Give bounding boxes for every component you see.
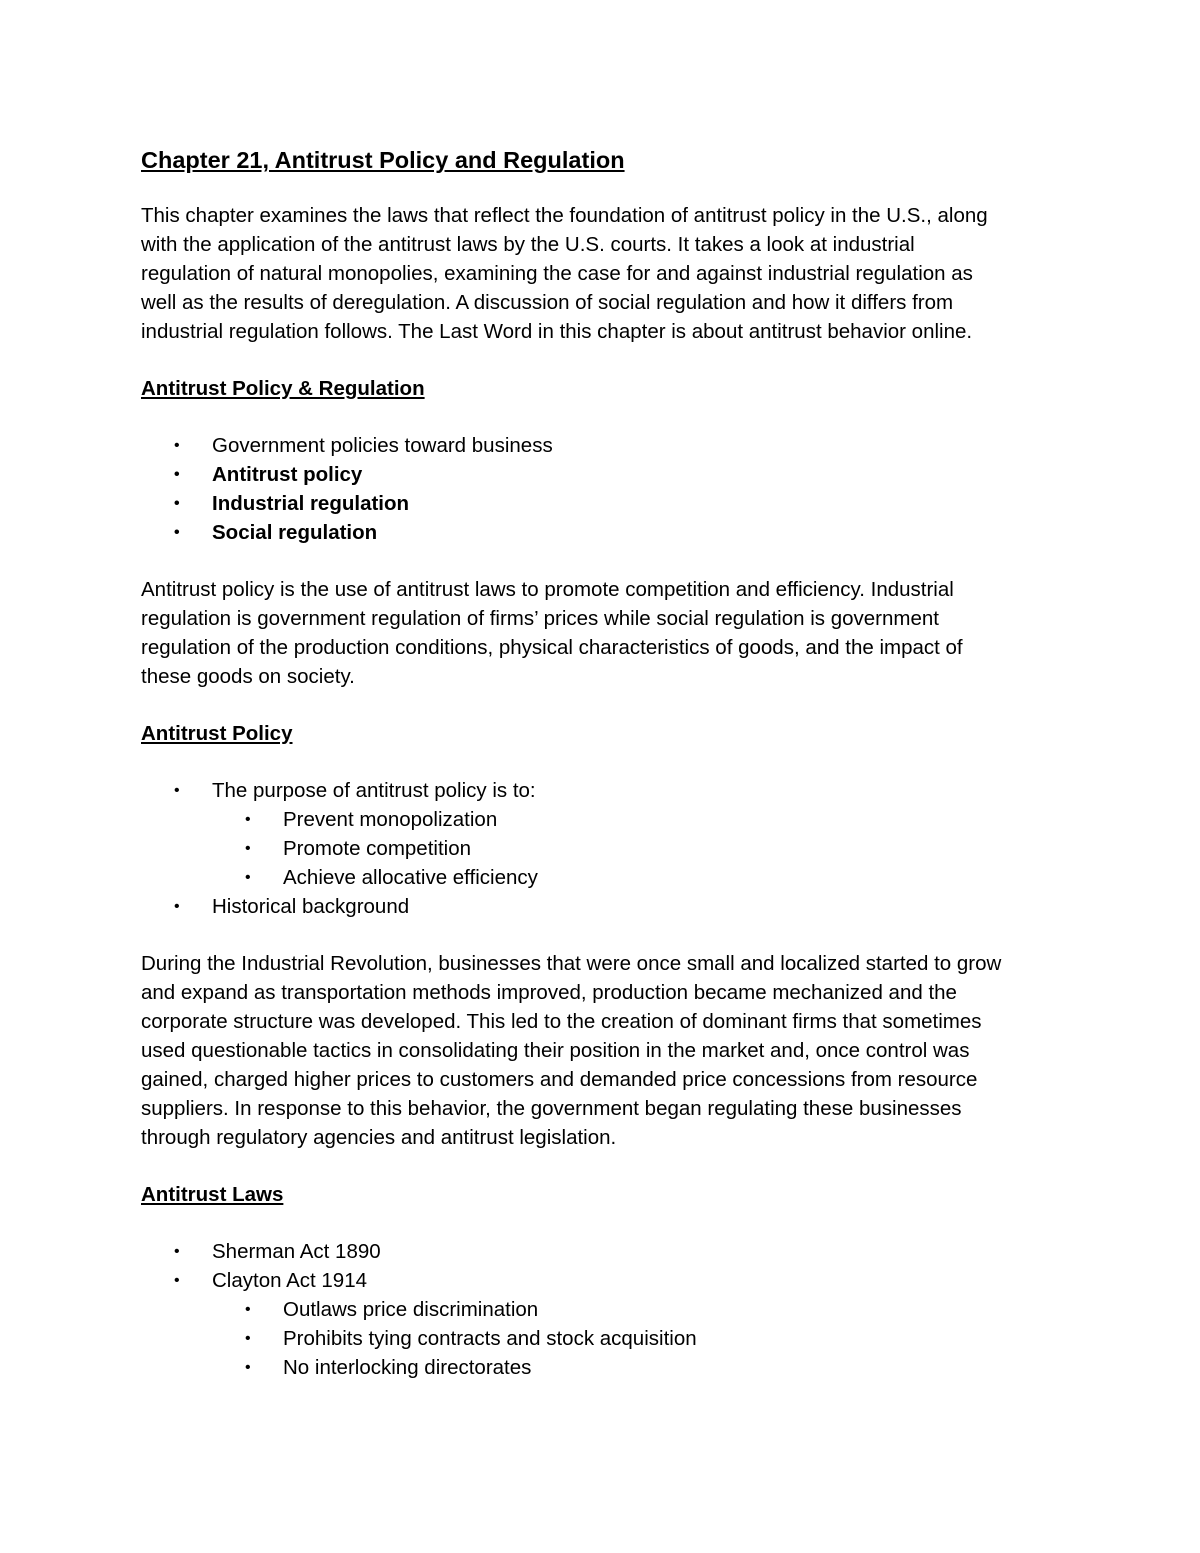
sub-list-item: [141, 1353, 1081, 1382]
paragraph-line: gained, charged higher prices to customers and demanded price concessions from resource: [141, 1068, 978, 1091]
bullet-icon: •: [174, 466, 180, 483]
list-item: [141, 1237, 1081, 1266]
list-item-text: Industrial regulation: [212, 492, 410, 515]
list-item: [141, 431, 1081, 460]
spacer: [141, 921, 1081, 949]
spacer: [141, 547, 1081, 575]
intro-paragraph: [141, 201, 1081, 346]
list-item-text: Sherman Act 1890: [212, 1240, 381, 1263]
paragraph-line: regulation of the production conditions, physical characteristics of goods, and the impact of: [141, 636, 963, 659]
list-item-text: Social regulation: [212, 521, 378, 544]
paragraph-line: Antitrust policy is the use of antitrust laws to promote competition and efficiency. Industrial: [141, 578, 954, 601]
list-item-text: Promote competition: [283, 837, 472, 860]
paragraph-line: regulation is government regulation of firms’ prices while social regulation is government: [141, 607, 939, 630]
sub-list-item: [141, 1324, 1081, 1353]
list-item-text: Antitrust policy: [212, 463, 363, 486]
list-item: [141, 518, 1081, 547]
list-item-text: Prevent monopolization: [283, 808, 498, 831]
intro-line: regulation of natural monopolies, examining the case for and against industrial regulation as: [141, 262, 973, 285]
spacer: [141, 403, 1081, 431]
list-item: [141, 489, 1081, 518]
sub-list-item: [141, 1295, 1081, 1324]
bullet-icon: •: [174, 437, 180, 454]
spacer: [141, 1209, 1081, 1237]
bullet-list-laws: [141, 1237, 1081, 1382]
paragraph-line: used questionable tactics in consolidating their position in the market and, once control was: [141, 1039, 970, 1062]
spacer: [141, 1152, 1081, 1180]
page-title: Chapter 21, Antitrust Policy and Regulation: [141, 147, 625, 173]
bullet-list-purpose: [141, 776, 1081, 921]
paragraph-line: through regulatory agencies and antitrust legislation.: [141, 1126, 617, 1149]
section-heading-antitrust-laws: Antitrust Laws: [141, 1183, 284, 1206]
list-item-text: Historical background: [212, 895, 410, 918]
list-item-text: Achieve allocative efficiency: [283, 866, 538, 889]
bullet-icon: •: [174, 782, 180, 799]
spacer: [141, 346, 1081, 374]
list-item: [141, 1266, 1081, 1295]
paragraph-line: these goods on society.: [141, 665, 355, 688]
list-item-text: Outlaws price discrimination: [283, 1298, 539, 1321]
spacer: [141, 748, 1081, 776]
intro-line: industrial regulation follows. The Last Word in this chapter is about antitrust behavior online.: [141, 320, 973, 343]
bullet-icon: •: [174, 1243, 180, 1260]
bullet-list-policies: [141, 431, 1081, 547]
bullet-icon: •: [245, 869, 251, 886]
bullet-icon: •: [174, 495, 180, 512]
list-item: [141, 460, 1081, 489]
paragraph-line: and expand as transportation methods improved, production became mechanized and the: [141, 981, 957, 1004]
list-item-text: No interlocking directorates: [283, 1356, 532, 1379]
section-heading-antitrust-policy: Antitrust Policy: [141, 722, 293, 745]
bullet-icon: •: [245, 1301, 251, 1318]
intro-line: well as the results of deregulation. A discussion of social regulation and how it differs from: [141, 291, 954, 314]
sub-list-item: [141, 805, 1081, 834]
paragraph-line: corporate structure was developed. This led to the creation of dominant firms that sometimes: [141, 1010, 982, 1033]
list-item: [141, 776, 1081, 805]
bullet-icon: •: [245, 1330, 251, 1347]
bullet-icon: •: [174, 1272, 180, 1289]
sub-list-item: [141, 834, 1081, 863]
intro-line: with the application of the antitrust laws by the U.S. courts. It takes a look at industrial: [141, 233, 915, 256]
sub-list-item: [141, 863, 1081, 892]
document-page: [141, 144, 1081, 1382]
list-item-text: Prohibits tying contracts and stock acquisition: [283, 1327, 697, 1350]
paragraph-line: During the Industrial Revolution, businesses that were once small and localized started to grow: [141, 952, 1002, 975]
list-item-text: Clayton Act 1914: [212, 1269, 367, 1292]
spacer: [141, 691, 1081, 719]
list-item-text: Government policies toward business: [212, 434, 553, 457]
definitions-paragraph: [141, 575, 1081, 691]
list-item: [141, 892, 1081, 921]
bullet-icon: •: [245, 811, 251, 828]
bullet-icon: •: [245, 840, 251, 857]
bullet-icon: •: [245, 1359, 251, 1376]
history-paragraph: [141, 949, 1081, 1152]
bullet-icon: •: [174, 524, 180, 541]
paragraph-line: suppliers. In response to this behavior, the government began regulating these businesses: [141, 1097, 962, 1120]
list-item-text: The purpose of antitrust policy is to:: [212, 779, 536, 802]
section-heading-antitrust-policy-regulation: Antitrust Policy & Regulation: [141, 377, 425, 400]
intro-line: This chapter examines the laws that reflect the foundation of antitrust policy in the U.S., along: [141, 204, 988, 227]
bullet-icon: •: [174, 898, 180, 915]
